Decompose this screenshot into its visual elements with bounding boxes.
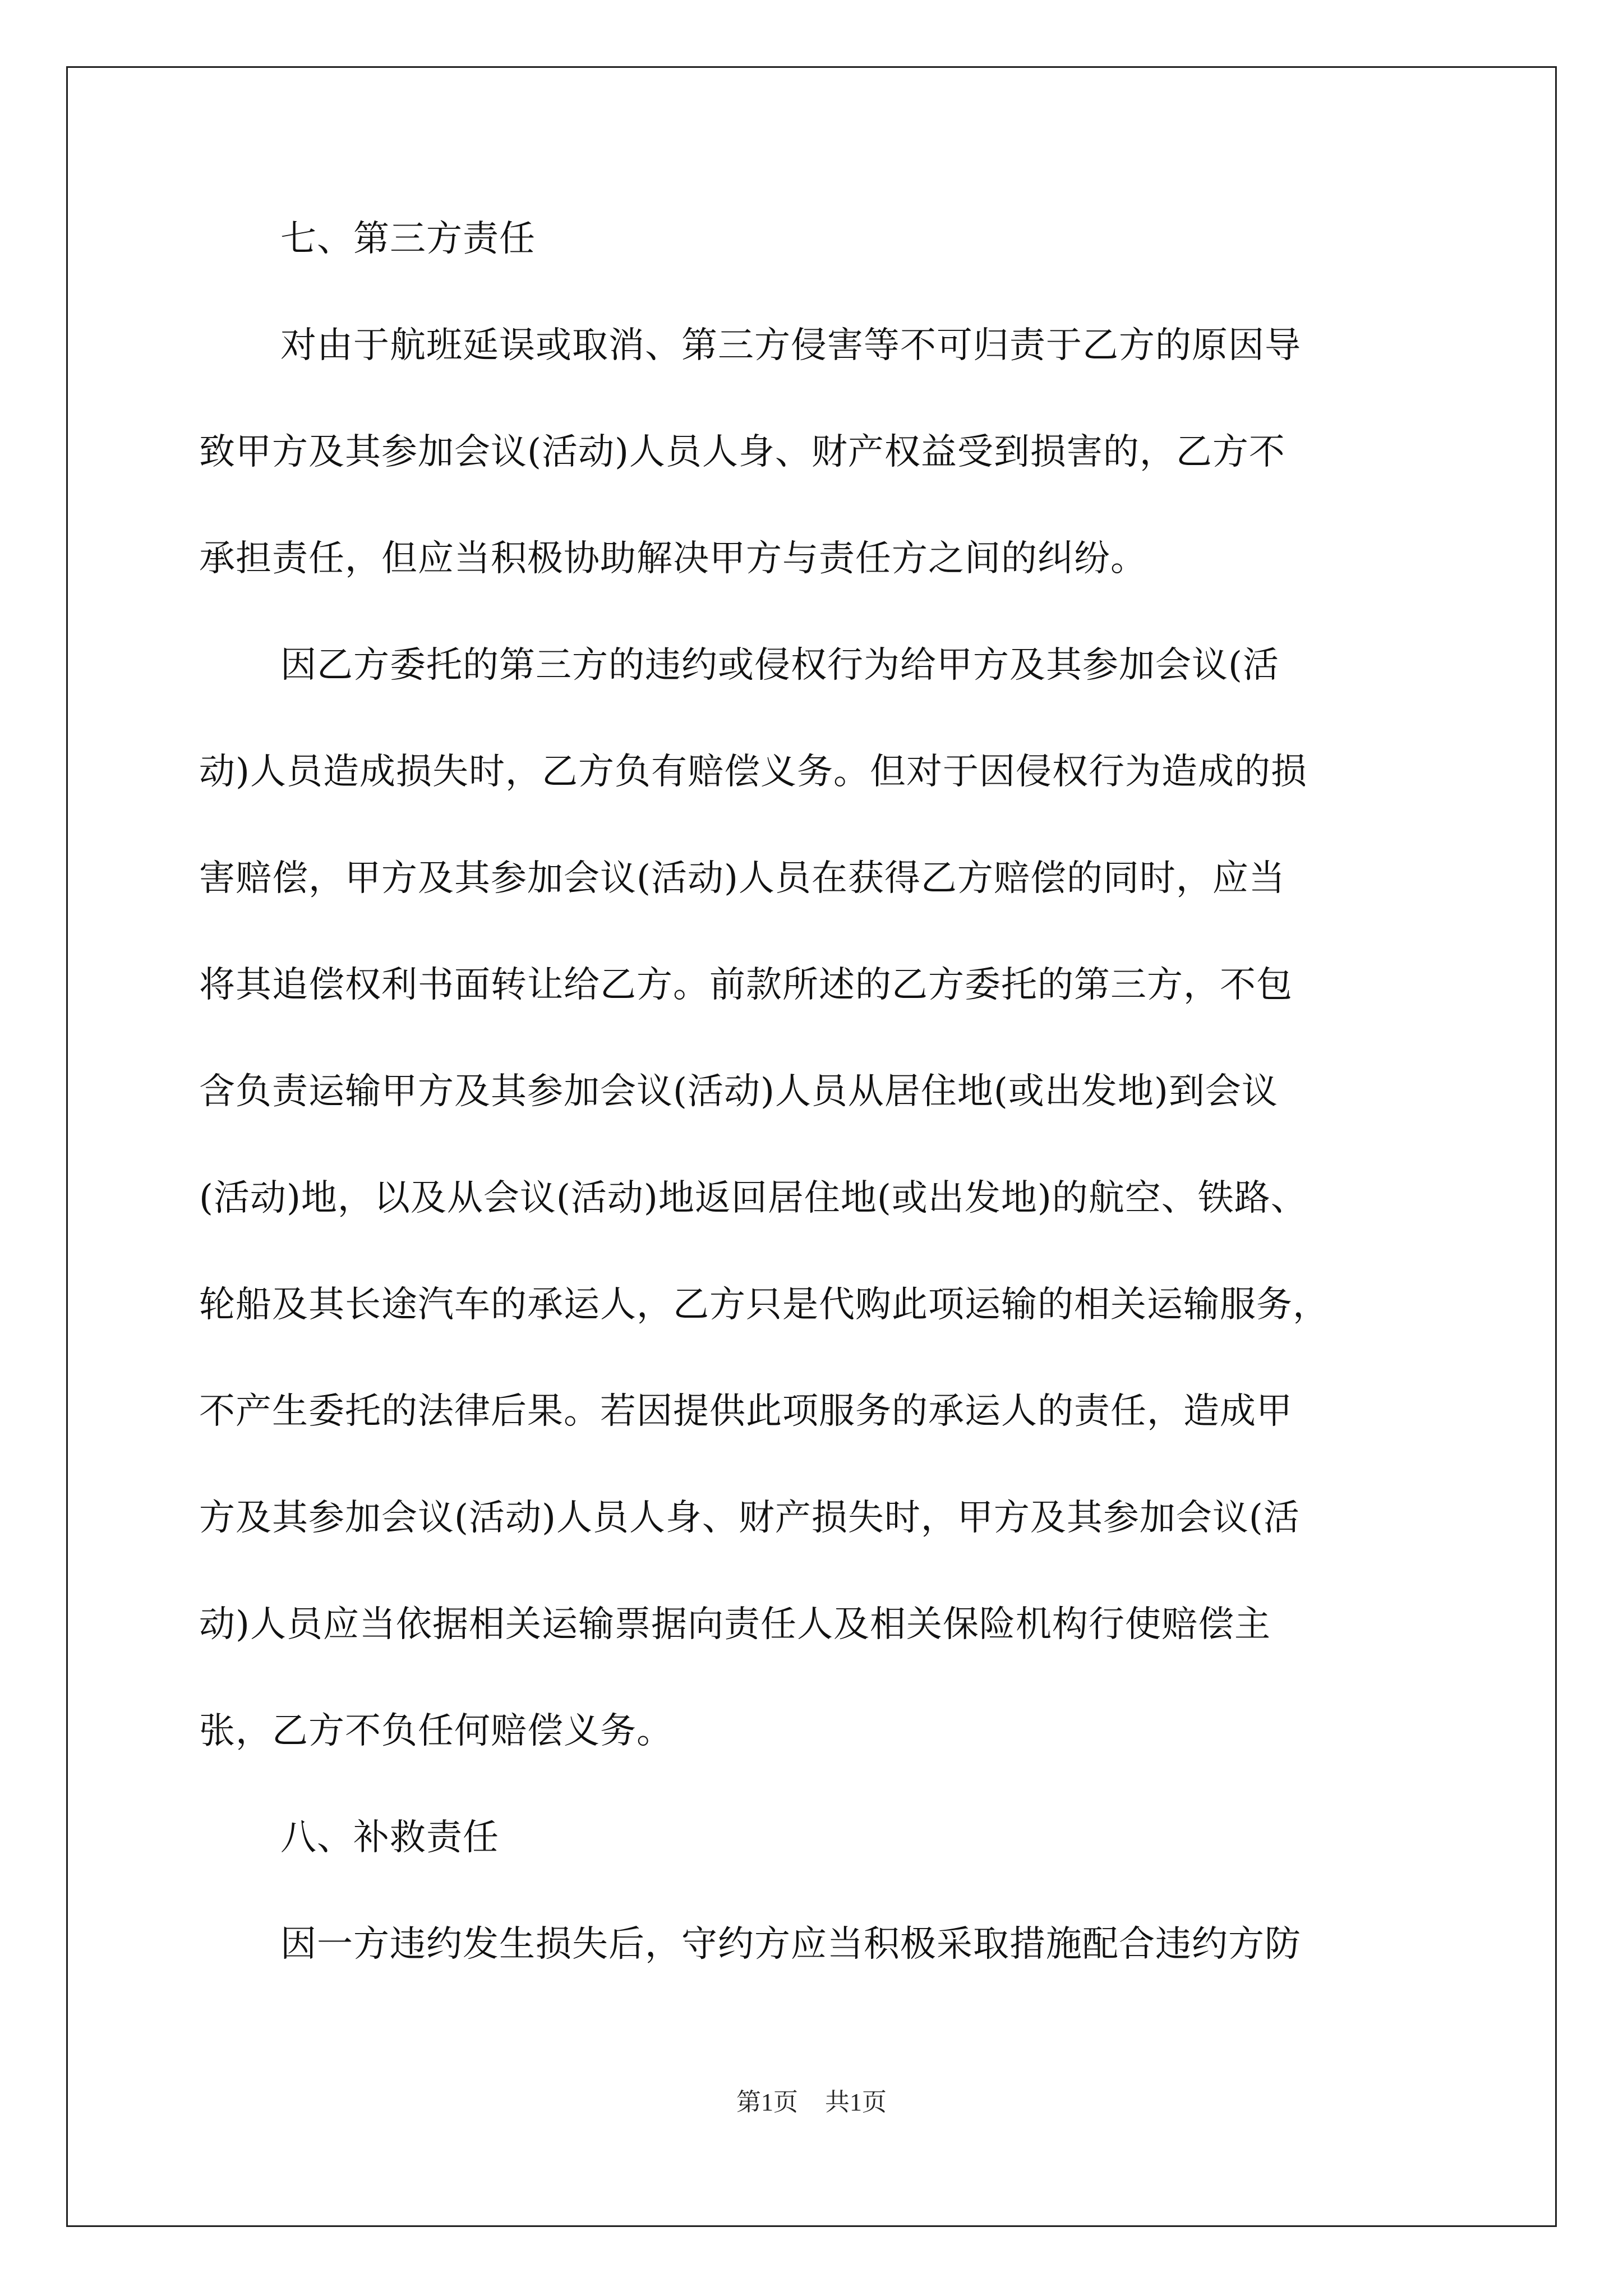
paragraph-line: 因一方违约发生损失后，守约方应当积极采取措施配合违约方防 [280, 1924, 1301, 1965]
paragraph-line: 将其追偿权利书面转让给乙方。前款所述的乙方委托的第三方，不包 [199, 964, 1293, 1006]
section-heading-8: 八、补救责任 [280, 1817, 499, 1858]
paragraph-line: 方及其参加会议(活动)人员人身、财产损失时，甲方及其参加会议(活 [199, 1497, 1300, 1539]
paragraph-line: 轮船及其长途汽车的承运人，乙方只是代购此项运输的相关运输服务， [199, 1284, 1329, 1326]
paragraph-line: 对由于航班延误或取消、第三方侵害等不可归责于乙方的原因导 [280, 325, 1301, 366]
section-heading-7: 七、第三方责任 [280, 218, 536, 260]
paragraph-line: 因乙方委托的第三方的违约或侵权行为给甲方及其参加会议(活 [280, 645, 1279, 686]
paragraph-line: 含负责运输甲方及其参加会议(活动)人员从居住地(或出发地)到会议 [199, 1071, 1278, 1112]
page-number-total: 共1页 [825, 2088, 887, 2116]
paragraph-line: 承担责任，但应当积极协助解决甲方与责任方之间的纠纷。 [199, 538, 1147, 579]
paragraph-line: 害赔偿，甲方及其参加会议(活动)人员在获得乙方赔偿的同时，应当 [199, 858, 1285, 899]
paragraph-line: 动)人员造成损失时，乙方负有赔偿义务。但对于因侵权行为造成的损 [199, 751, 1307, 793]
paragraph-line: 动)人员应当依据相关运输票据向责任人及相关保险机构行使赔偿主 [199, 1604, 1271, 1645]
page-number-current: 第1页 [736, 2088, 798, 2116]
paragraph-line: 张，乙方不负任何赔偿义务。 [199, 1710, 673, 1752]
page-border [66, 66, 1557, 2227]
paragraph-line: 不产生委托的法律后果。若因提供此项服务的承运人的责任，造成甲 [199, 1391, 1293, 1432]
page-footer [0, 2088, 1623, 2116]
paragraph-line: 致甲方及其参加会议(活动)人员人身、财产权益受到损害的，乙方不 [199, 431, 1285, 473]
paragraph-line: (活动)地，以及从会议(活动)地返回居住地(或出发地)的航空、铁路、 [199, 1177, 1307, 1219]
